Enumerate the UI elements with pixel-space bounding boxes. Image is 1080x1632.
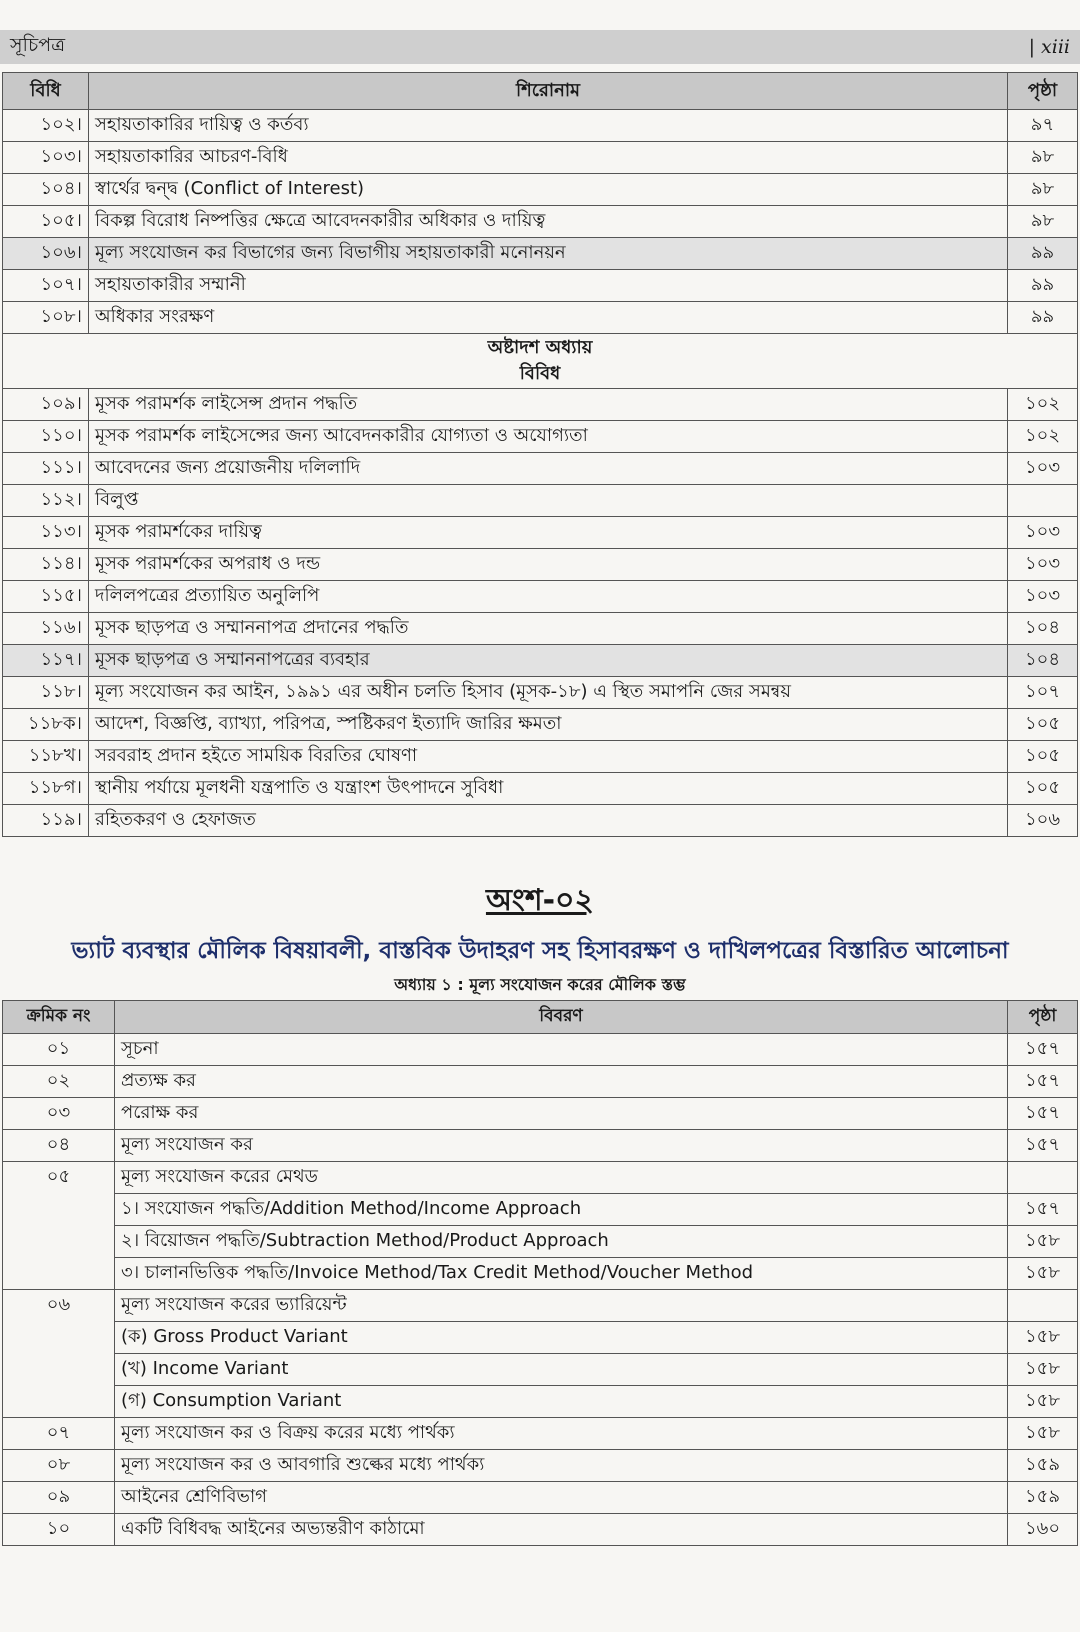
serial-number: ০৪ <box>3 1130 115 1162</box>
table-row <box>3 270 1078 302</box>
col-header-description: বিবরণ <box>115 1001 1008 1034</box>
page-number: ৯৯ <box>1008 270 1078 302</box>
table-row <box>3 1386 1078 1418</box>
col-header-title: শিরোনাম <box>89 73 1008 110</box>
serial-number: ০২ <box>3 1066 115 1098</box>
serial-number: ০৬ <box>3 1290 115 1322</box>
page-number: ১০৫ <box>1008 709 1078 741</box>
table-row <box>3 709 1078 741</box>
section-subtitle: বিবিধ <box>519 363 561 384</box>
rule-title: মূসক পরামর্শকের অপরাধ ও দন্ড <box>89 549 1008 581</box>
description: (গ) Consumption Variant <box>115 1386 1008 1418</box>
page-number: ১০৫ <box>1008 773 1078 805</box>
page-number: ১৫৭ <box>1008 1066 1078 1098</box>
rule-title: মূসক ছাড়পত্র ও সম্মাননাপত্র প্রদানের পদ্ধতি <box>89 613 1008 645</box>
section-heading-row <box>3 334 1078 389</box>
table-row <box>3 1066 1078 1098</box>
page-number: ১০৪ <box>1008 613 1078 645</box>
rule-title: স্বার্থের দ্বন্দ্ব (Conflict of Interest) <box>89 174 1008 206</box>
rule-title: সরবরাহ প্রদান হইতে সাময়িক বিরতির ঘোষণা <box>89 741 1008 773</box>
rule-title: অধিকার সংরক্ষণ <box>89 302 1008 334</box>
rule-title: রহিতকরণ ও হেফাজত <box>89 805 1008 837</box>
serial-number: ০৮ <box>3 1450 115 1482</box>
rule-title: দলিলপত্রের প্রত্যায়িত অনুলিপি <box>89 581 1008 613</box>
table-row <box>3 805 1078 837</box>
page-number: ১০২ <box>1008 389 1078 421</box>
serial-number <box>3 1322 115 1354</box>
page-number: ১০৭ <box>1008 677 1078 709</box>
page-number: ১০৪ <box>1008 645 1078 677</box>
page-number: ৯৮ <box>1008 206 1078 238</box>
page-number: ৯৮ <box>1008 142 1078 174</box>
table-row <box>3 1098 1078 1130</box>
rule-number: ১১৪। <box>3 549 89 581</box>
rule-title: সহায়তাকারির দায়িত্ব ও কর্তব্য <box>89 110 1008 142</box>
description: প্রত্যক্ষ কর <box>115 1066 1008 1098</box>
table-row <box>3 1226 1078 1258</box>
table-header-row <box>3 73 1078 110</box>
serial-number <box>3 1386 115 1418</box>
serial-number: ০৯ <box>3 1482 115 1514</box>
page-number: ১৫৮ <box>1008 1258 1078 1290</box>
rule-number: ১১৬। <box>3 613 89 645</box>
description: (ক) Gross Product Variant <box>115 1322 1008 1354</box>
rule-number: ১০৯। <box>3 389 89 421</box>
page-number: ১৫৮ <box>1008 1322 1078 1354</box>
serial-number <box>3 1194 115 1226</box>
description: পরোক্ষ কর <box>115 1098 1008 1130</box>
rule-number: ১১৮গ। <box>3 773 89 805</box>
description: ২। বিয়োজন পদ্ধতি/Subtraction Method/Product Approach <box>115 1226 1008 1258</box>
description: মূল্য সংযোজন কর ও বিক্রয় করের মধ্যে পার্থক্য <box>115 1418 1008 1450</box>
table-row <box>3 1354 1078 1386</box>
rule-number: ১০৩। <box>3 142 89 174</box>
table-row <box>3 1130 1078 1162</box>
rules-index-table <box>2 72 1078 837</box>
rule-number: ১১৮। <box>3 677 89 709</box>
table-row <box>3 110 1078 142</box>
rule-title: মূল্য সংযোজন কর আইন, ১৯৯১ এর অধীন চলতি হিসাব (মূসক-১৮) এ স্থিত সমাপনি জের সমন্বয় <box>89 677 1008 709</box>
page-number: ১৫৭ <box>1008 1034 1078 1066</box>
table-row <box>3 421 1078 453</box>
chapter-contents-table <box>2 1000 1078 1546</box>
table-row <box>3 389 1078 421</box>
table-row <box>3 206 1078 238</box>
serial-number: ০১ <box>3 1034 115 1066</box>
rule-number: ১১৭। <box>3 645 89 677</box>
description: ৩। চালানভিত্তিক পদ্ধতি/Invoice Method/Tax Credit Method/Voucher Method <box>115 1258 1008 1290</box>
col-header-serial: ক্রমিক নং <box>3 1001 115 1034</box>
page-number: ১৫৮ <box>1008 1418 1078 1450</box>
serial-number: ০৩ <box>3 1098 115 1130</box>
description: মূল্য সংযোজন কর <box>115 1130 1008 1162</box>
page-number: ১৫৯ <box>1008 1450 1078 1482</box>
page-number: ১০৩ <box>1008 549 1078 581</box>
col-header-page: পৃষ্ঠা <box>1008 1001 1078 1034</box>
rule-title: মূসক পরামর্শক লাইসেন্সের জন্য আবেদনকারীর যোগ্যতা ও অযোগ্যতা <box>89 421 1008 453</box>
serial-number <box>3 1354 115 1386</box>
page-number <box>1008 1162 1078 1194</box>
rule-number: ১০৪। <box>3 174 89 206</box>
table-row <box>3 453 1078 485</box>
page-number: ৯৯ <box>1008 238 1078 270</box>
part-title: অংশ-০২ <box>485 883 595 918</box>
rule-title: মূসক পরামর্শক লাইসেন্স প্রদান পদ্ধতি <box>89 389 1008 421</box>
table-row <box>3 1322 1078 1354</box>
table-row <box>3 677 1078 709</box>
rule-number: ১১৯। <box>3 805 89 837</box>
page-number: ৯৭ <box>1008 110 1078 142</box>
page-number: ১৬০ <box>1008 1514 1078 1546</box>
page-number: ১০৩ <box>1008 453 1078 485</box>
table-row <box>3 581 1078 613</box>
table-row <box>3 302 1078 334</box>
rule-number: ১১৮ক। <box>3 709 89 741</box>
page-number: ১৫৯ <box>1008 1482 1078 1514</box>
header-section-label: সূচিপত্র <box>10 34 66 56</box>
page-header <box>0 30 1080 64</box>
serial-number: ০৭ <box>3 1418 115 1450</box>
chapter-title: অধ্যায় ১ : মূল্য সংযোজন করের মৌলিক স্তম্ভ <box>394 975 686 994</box>
rule-title: আবেদনের জন্য প্রয়োজনীয় দলিলাদি <box>89 453 1008 485</box>
description: (খ) Income Variant <box>115 1354 1008 1386</box>
rule-title: মূসক পরামর্শকের দায়িত্ব <box>89 517 1008 549</box>
serial-number: ০৫ <box>3 1162 115 1194</box>
page-number: ১৫৮ <box>1008 1354 1078 1386</box>
section-title: অষ্টাদশ অধ্যায় <box>487 337 593 358</box>
rule-number: ১০২। <box>3 110 89 142</box>
serial-number: ১০ <box>3 1514 115 1546</box>
page-number: ১৫৮ <box>1008 1226 1078 1258</box>
serial-number <box>3 1226 115 1258</box>
page-number: ১০৬ <box>1008 805 1078 837</box>
rule-number: ১১১। <box>3 453 89 485</box>
table-row <box>3 613 1078 645</box>
page-number: ১৫৭ <box>1008 1194 1078 1226</box>
table-row <box>3 485 1078 517</box>
table-row <box>3 1034 1078 1066</box>
table-row <box>3 174 1078 206</box>
rule-title: আদেশ, বিজ্ঞপ্তি, ব্যাখ্যা, পরিপত্র, স্পষ্টিকরণ ইত্যাদি জারির ক্ষমতা <box>89 709 1008 741</box>
rule-number: ১০৫। <box>3 206 89 238</box>
rule-number: ১০৮। <box>3 302 89 334</box>
col-header-rule: বিধি <box>3 73 89 110</box>
table-row <box>3 645 1078 677</box>
rule-number: ১০৬। <box>3 238 89 270</box>
rule-number: ১১৩। <box>3 517 89 549</box>
page-number: ১০২ <box>1008 421 1078 453</box>
table-row <box>3 1514 1078 1546</box>
table-header-row <box>3 1001 1078 1034</box>
rule-number: ১১৫। <box>3 581 89 613</box>
table-row <box>3 1482 1078 1514</box>
description: মূল্য সংযোজন কর ও আবগারি শুল্কের মধ্যে পার্থক্য <box>115 1450 1008 1482</box>
rule-title: মূল্য সংযোজন কর বিভাগের জন্য বিভাগীয় সহায়তাকারী মনোনয়ন <box>89 238 1008 270</box>
rule-title: বিকল্প বিরোধ নিষ্পত্তির ক্ষেত্রে আবেদনকারীর অধিকার ও দায়িত্ব <box>89 206 1008 238</box>
page-number: ৯৯ <box>1008 302 1078 334</box>
rule-title: সহায়তাকারীর সম্মানী <box>89 270 1008 302</box>
page-number <box>1008 1290 1078 1322</box>
table-row <box>3 1194 1078 1226</box>
table-row <box>3 1418 1078 1450</box>
rule-number: ১১০। <box>3 421 89 453</box>
table-row <box>3 741 1078 773</box>
rule-title: বিলুপ্ত <box>89 485 1008 517</box>
part-subtitle: ভ্যাট ব্যবস্থার মৌলিক বিষয়াবলী, বাস্তবিক উদাহরণ সহ হিসাবরক্ষণ ও দাখিলপত্রের বিস্তারিত আলোচনা <box>71 938 1009 964</box>
table-row <box>3 549 1078 581</box>
rule-number: ১১২। <box>3 485 89 517</box>
description: আইনের শ্রেণিবিভাগ <box>115 1482 1008 1514</box>
table-row <box>3 142 1078 174</box>
rule-title: সহায়তাকারির আচরণ-বিধি <box>89 142 1008 174</box>
description: সূচনা <box>115 1034 1008 1066</box>
rule-number: ১১৮খ। <box>3 741 89 773</box>
description: একটি বিধিবদ্ধ আইনের অভ্যন্তরীণ কাঠামো <box>115 1514 1008 1546</box>
table-row <box>3 1290 1078 1322</box>
table-row <box>3 1450 1078 1482</box>
page-number: ৯৮ <box>1008 174 1078 206</box>
description: ১। সংযোজন পদ্ধতি/Addition Method/Income Approach <box>115 1194 1008 1226</box>
page-number: | xiii <box>1028 36 1070 58</box>
serial-number <box>3 1258 115 1290</box>
rule-title: স্থানীয় পর্যায়ে মূলধনী যন্ত্রপাতি ও যন্ত্রাংশ উৎপাদনে সুবিধা <box>89 773 1008 805</box>
description: মূল্য সংযোজন করের মেথড <box>115 1162 1008 1194</box>
page-number: ১৫৮ <box>1008 1386 1078 1418</box>
page-number: ১০৫ <box>1008 741 1078 773</box>
table-row <box>3 517 1078 549</box>
page-number: ১৫৭ <box>1008 1130 1078 1162</box>
rule-number: ১০৭। <box>3 270 89 302</box>
table-row <box>3 773 1078 805</box>
page-number: ১০৩ <box>1008 581 1078 613</box>
page-number: ১৫৭ <box>1008 1098 1078 1130</box>
description: মূল্য সংযোজন করের ভ্যারিয়েন্ট <box>115 1290 1008 1322</box>
col-header-page: পৃষ্ঠা <box>1008 73 1078 110</box>
table-row <box>3 1258 1078 1290</box>
table-row <box>3 238 1078 270</box>
table-row <box>3 1162 1078 1194</box>
page-number <box>1008 485 1078 517</box>
rule-title: মূসক ছাড়পত্র ও সম্মাননাপত্রের ব্যবহার <box>89 645 1008 677</box>
page-number: ১০৩ <box>1008 517 1078 549</box>
